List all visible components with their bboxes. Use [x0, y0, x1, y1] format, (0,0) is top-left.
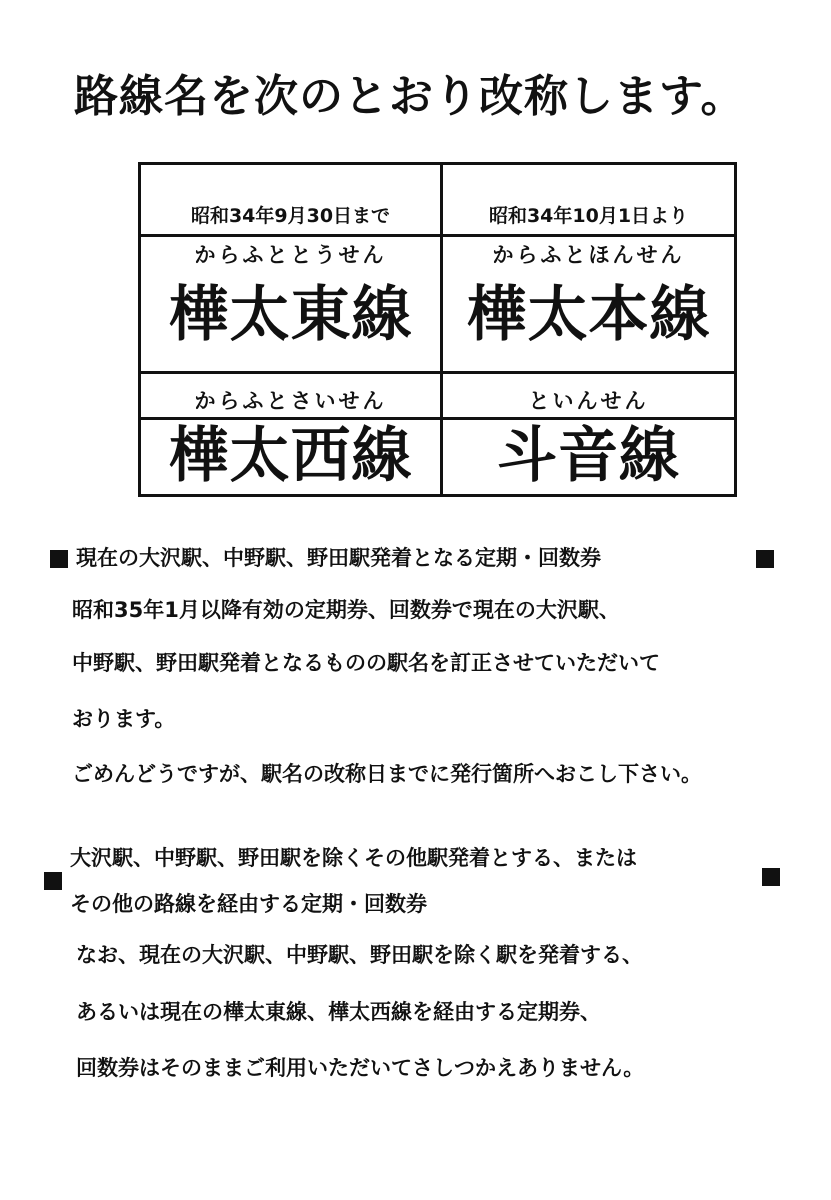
notice2-line-1: なお、現在の大沢駅、中野駅、野田駅を除く駅を発着する、	[76, 943, 643, 967]
old-date-label: 昭和34年9月30日まで	[190, 205, 391, 227]
table-divider-h1	[141, 234, 734, 237]
table-divider-h3	[141, 417, 734, 420]
new-route1-name: 樺太本線	[466, 280, 711, 350]
notice1-line-3: おります。	[72, 707, 176, 731]
new-route1-reading: からふとほんせん	[492, 243, 685, 267]
notice2-heading-line-2: その他の路線を経由する定期・回数券	[70, 892, 427, 916]
table-divider-h2	[141, 371, 734, 374]
notice1-right-square-icon	[756, 550, 774, 568]
new-date-label: 昭和34年10月1日より	[488, 205, 689, 227]
page-title: 路線名を次のとおり改称します。	[74, 71, 746, 122]
notice2-heading-line-1: 大沢駅、中野駅、野田駅を除くその他駅発着とする、または	[70, 846, 637, 870]
notice2-line-2: あるいは現在の樺太東線、樺太西線を経由する定期券、	[76, 1000, 601, 1024]
notice1-line-1: 昭和35年1月以降有効の定期券、回数券で現在の大沢駅、	[72, 598, 620, 622]
route-rename-table	[138, 162, 737, 497]
old-route2-name: 樺太西線	[168, 421, 413, 491]
old-route1-name: 樺太東線	[168, 280, 413, 350]
old-route1-reading: からふととうせん	[194, 243, 387, 267]
notice1-left-square-icon	[50, 550, 68, 568]
notice2-left-square-icon	[44, 872, 62, 890]
notice2-line-3: 回数券はそのままご利用いただいてさしつかえありません。	[76, 1056, 645, 1080]
notice1-heading: 現在の大沢駅、中野駅、野田駅発着となる定期・回数券	[76, 546, 601, 570]
notice1-line-2: 中野駅、野田駅発着となるものの駅名を訂正させていただいて	[72, 651, 660, 675]
old-route2-reading: からふとさいせん	[194, 389, 387, 413]
new-route2-reading: といんせん	[528, 389, 649, 413]
new-route2-name: 斗音線	[497, 421, 680, 491]
notice1-line-4: ごめんどうですが、駅名の改称日までに発行箇所へおこし下さい。	[72, 762, 702, 786]
notice2-right-square-icon	[762, 868, 780, 886]
